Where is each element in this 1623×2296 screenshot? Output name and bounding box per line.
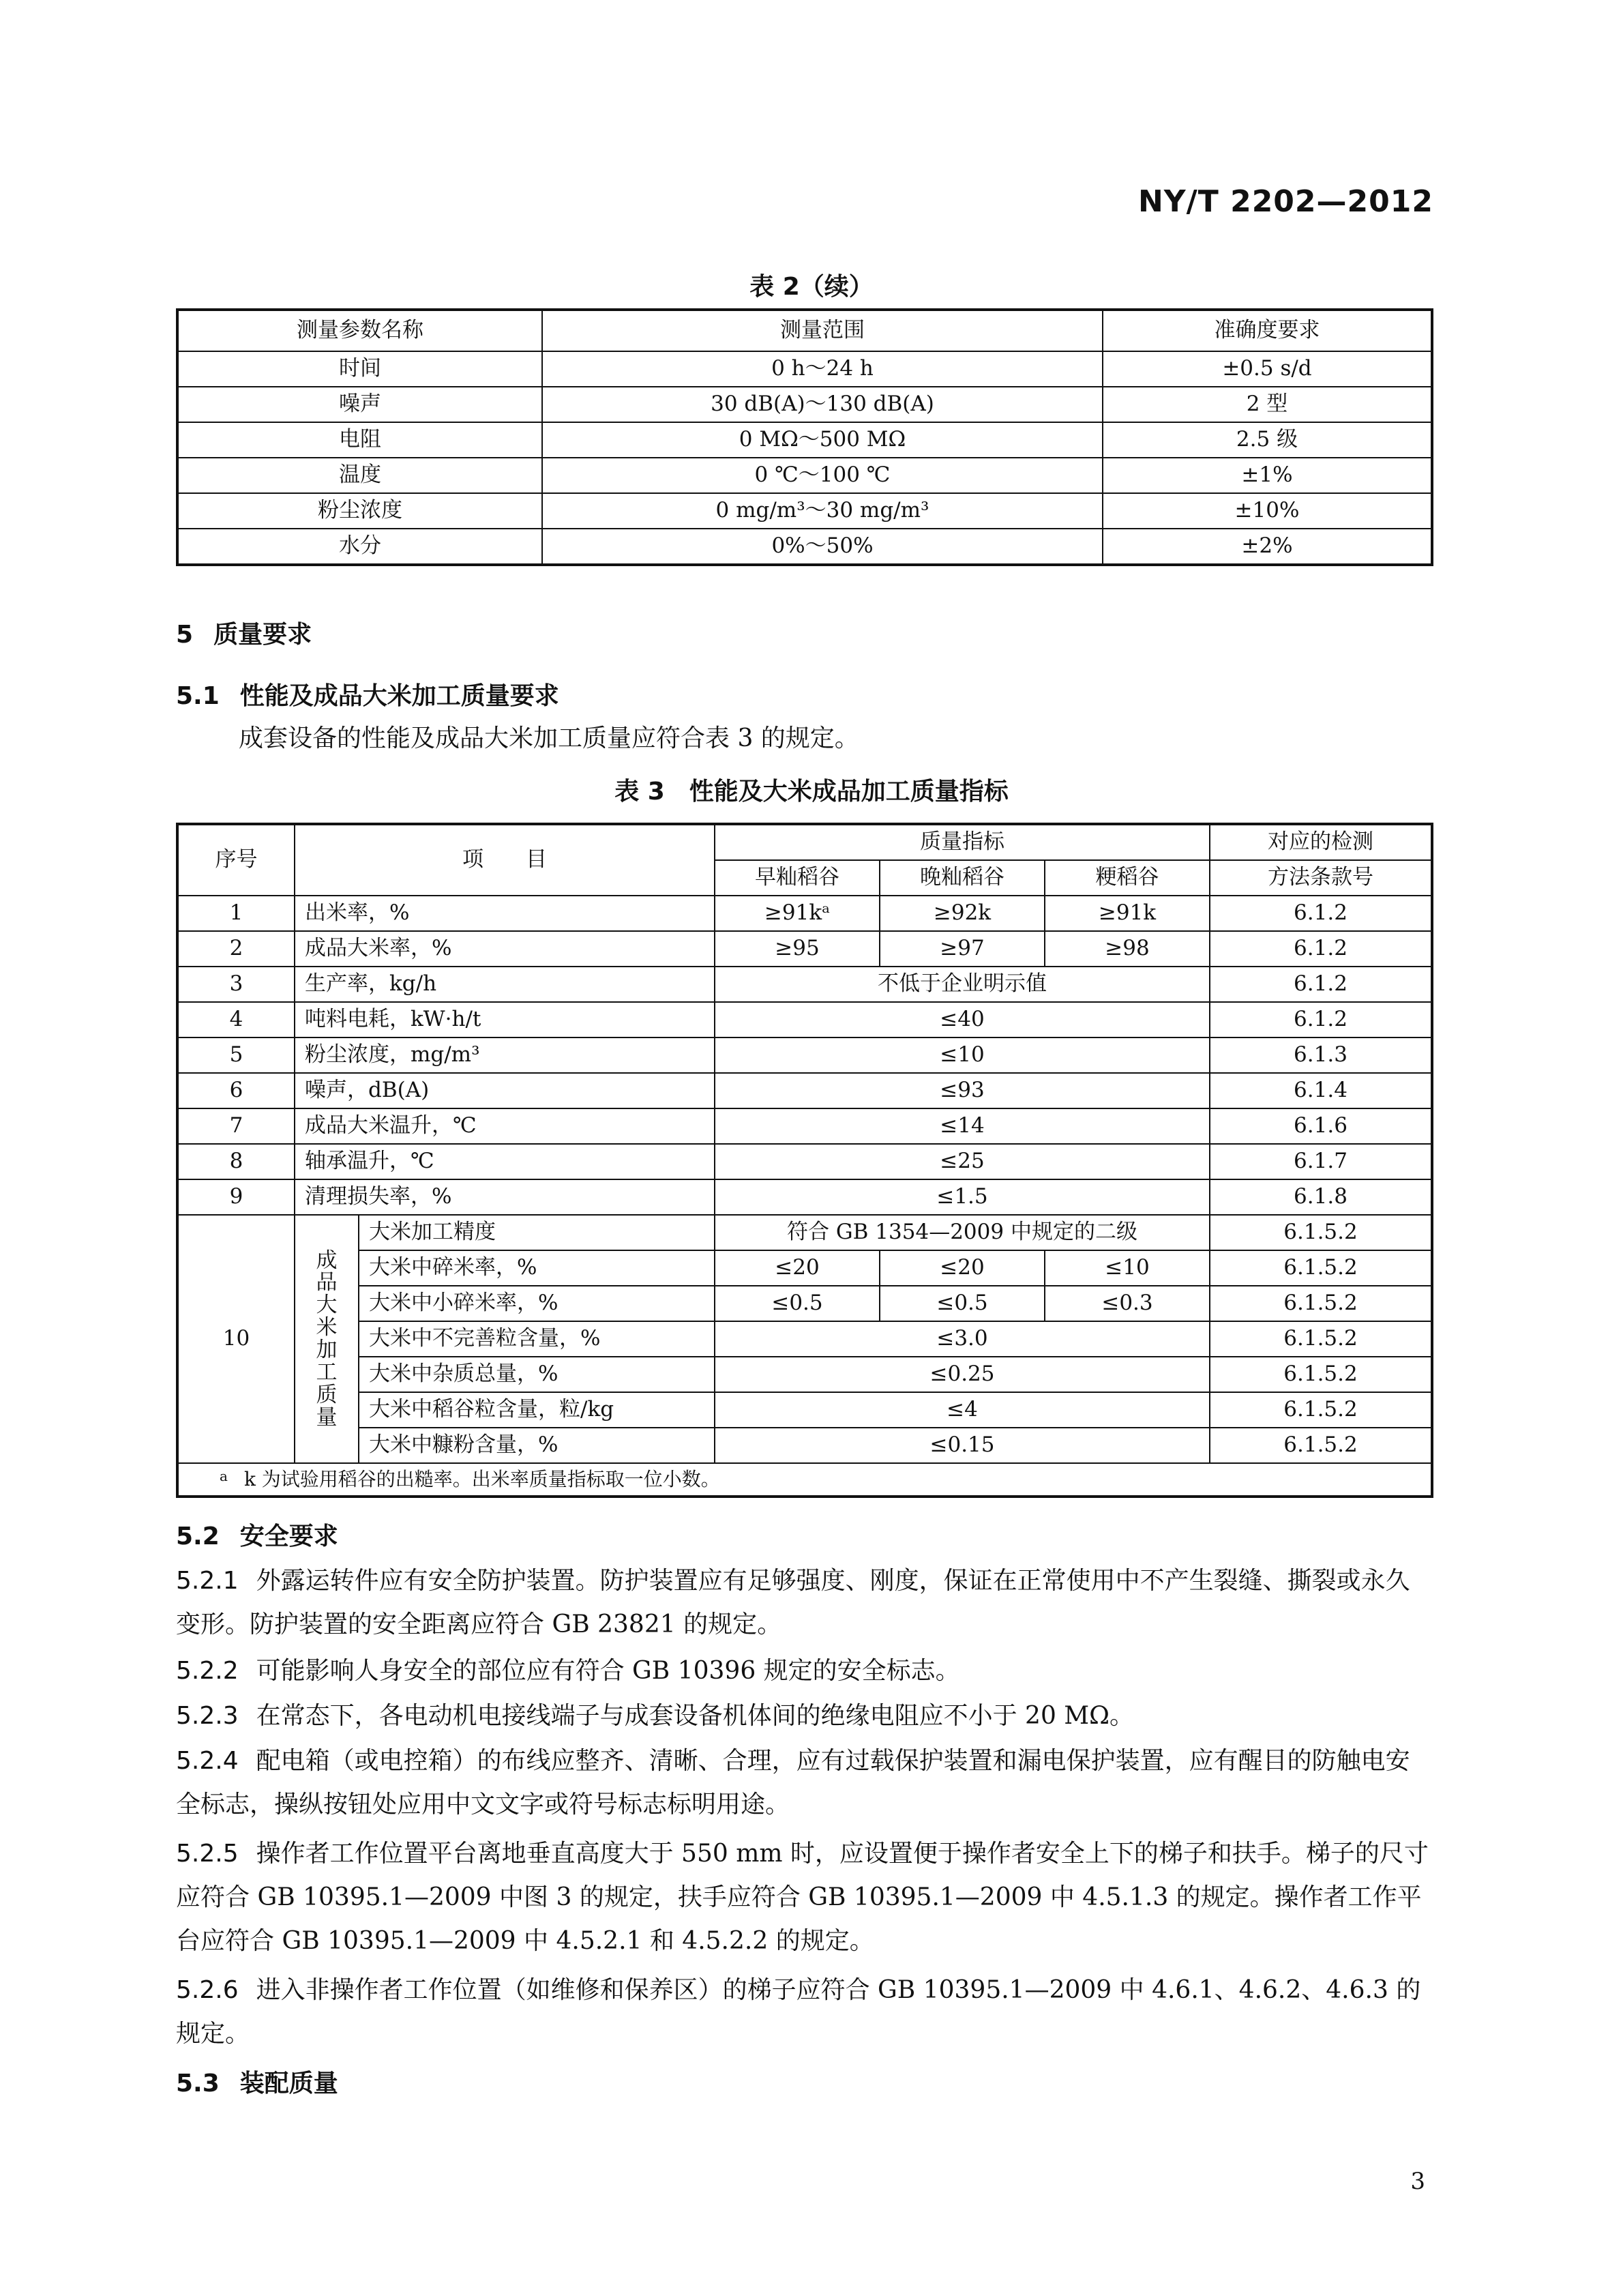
table3-header-sub: 早籼稻谷 xyxy=(715,860,880,896)
footnote-mark: a xyxy=(220,1467,228,1484)
table-cell: ±10% xyxy=(1103,493,1432,529)
section-number: 5.3 xyxy=(176,2070,220,2098)
row-value: ≥95 xyxy=(715,931,880,967)
row-method: 6.1.5.2 xyxy=(1210,1286,1432,1321)
row-no: 6 xyxy=(177,1073,295,1108)
table-cell: ±0.5 s/d xyxy=(1103,351,1432,387)
section-title: 质量要求 xyxy=(213,621,312,649)
row-value: ≤1.5 xyxy=(715,1179,1210,1215)
section-title: 安全要求 xyxy=(239,1522,338,1550)
table-row xyxy=(177,1002,1432,1037)
table-row xyxy=(177,529,1432,565)
table-row xyxy=(177,1073,1432,1108)
table-cell: 2 型 xyxy=(1103,387,1432,422)
row-method: 6.1.5.2 xyxy=(1210,1250,1432,1286)
row-value: ≤0.5 xyxy=(715,1286,880,1321)
table-row xyxy=(177,1428,1432,1463)
row-value: ≥92k xyxy=(880,896,1045,931)
row-value: ≥97 xyxy=(880,931,1045,967)
table-cell: ±2% xyxy=(1103,529,1432,565)
table-row xyxy=(177,1321,1432,1357)
table-cell: 0 MΩ～500 MΩ xyxy=(542,422,1103,458)
row-item: 粉尘浓度，mg/m³ xyxy=(295,1037,715,1073)
row-value: ≥91k xyxy=(1045,896,1210,931)
clause-number: 5.2.1 xyxy=(176,1567,239,1595)
row-no: 2 xyxy=(177,931,295,967)
clause-text: 配电箱（或电控箱）的布线应整齐、清晰、合理，应有过载保护装置和漏电保护装置，应有醒目的防触电安全标志，操纵按钮处应用中文文字或符号标志标明用途。 xyxy=(176,1747,1410,1819)
row-item: 噪声，dB(A) xyxy=(295,1073,715,1108)
table3-header-method: 方法条款号 xyxy=(1210,860,1432,896)
table-row xyxy=(177,422,1432,458)
row-value: ≤20 xyxy=(880,1250,1045,1286)
table2-header-row xyxy=(177,310,1432,351)
row-item: 吨料电耗，kW·h/t xyxy=(295,1002,715,1037)
clause-text: 可能影响人身安全的部位应有符合 GB 10396 规定的安全标志。 xyxy=(256,1657,960,1685)
row-value: ≤93 xyxy=(715,1073,1210,1108)
row-method: 6.1.7 xyxy=(1210,1144,1432,1179)
row-item: 生产率，kg/h xyxy=(295,967,715,1002)
table-row xyxy=(177,1250,1432,1286)
section-5-1-heading xyxy=(176,677,559,711)
row-value: 符合 GB 1354—2009 中规定的二级 xyxy=(715,1215,1210,1250)
row-value: ≤0.3 xyxy=(1045,1286,1210,1321)
row-item: 大米中不完善粒含量，% xyxy=(359,1321,715,1357)
row-value: ≤10 xyxy=(1045,1250,1210,1286)
table2-header-cell: 测量范围 xyxy=(542,310,1103,351)
table3-header-method: 对应的检测 xyxy=(1210,824,1432,860)
table3-header-no: 序号 xyxy=(177,824,295,896)
table-cell: 温度 xyxy=(177,458,542,493)
row-no: 10 xyxy=(177,1215,295,1463)
section-5-2-heading xyxy=(176,1517,338,1552)
table-cell: 水分 xyxy=(177,529,542,565)
table3-header-item: 项 目 xyxy=(295,824,715,896)
table-row xyxy=(177,1286,1432,1321)
table3-header-sub: 粳稻谷 xyxy=(1045,860,1210,896)
table3-footnote-row xyxy=(177,1463,1432,1497)
row-item: 轴承温升，℃ xyxy=(295,1144,715,1179)
table-cell: ±1% xyxy=(1103,458,1432,493)
row-no: 1 xyxy=(177,896,295,931)
table3 xyxy=(176,823,1433,1498)
row-method: 6.1.5.2 xyxy=(1210,1215,1432,1250)
row-method: 6.1.5.2 xyxy=(1210,1392,1432,1428)
row-item: 大米中杂质总量，% xyxy=(359,1357,715,1392)
clause-5-2-6 xyxy=(176,1969,1431,2056)
clause-5-2-2 xyxy=(176,1649,1431,1693)
table3-caption: 表 3 性能及大米成品加工质量指标 xyxy=(614,778,1009,806)
row-method: 6.1.5.2 xyxy=(1210,1428,1432,1463)
row-value: ≤4 xyxy=(715,1392,1210,1428)
row-value: ≥91kᵃ xyxy=(715,896,880,931)
table2-caption: 表 2（续） xyxy=(749,273,874,301)
table3-header-row xyxy=(177,824,1432,860)
row-method: 6.1.6 xyxy=(1210,1108,1432,1144)
table2 xyxy=(176,308,1433,566)
row-item: 大米中碎米率，% xyxy=(359,1250,715,1286)
row-method: 6.1.8 xyxy=(1210,1179,1432,1215)
clause-text: 在常态下，各电动机电接线端子与成套设备机体间的绝缘电阻应不小于 20 MΩ。 xyxy=(256,1702,1135,1730)
table2-header-cell: 测量参数名称 xyxy=(177,310,542,351)
table-row xyxy=(177,493,1432,529)
row-no: 9 xyxy=(177,1179,295,1215)
row-item: 大米加工精度 xyxy=(359,1215,715,1250)
table-row xyxy=(177,931,1432,967)
table2-header-cell: 准确度要求 xyxy=(1103,310,1432,351)
section-5-heading xyxy=(176,615,312,650)
section-number: 5.1 xyxy=(176,682,220,710)
table-row xyxy=(177,1037,1432,1073)
footnote-text: k 为试验用稻谷的出糙率。出米率质量指标取一位小数。 xyxy=(243,1467,720,1490)
row-value: ≤25 xyxy=(715,1144,1210,1179)
section-title: 性能及成品大米加工质量要求 xyxy=(239,682,559,710)
table-row xyxy=(177,896,1432,931)
table-row xyxy=(177,1357,1432,1392)
row-item: 成品大米温升，℃ xyxy=(295,1108,715,1144)
row-no: 3 xyxy=(177,967,295,1002)
table-row xyxy=(177,1392,1432,1428)
table-row xyxy=(177,458,1432,493)
row-value: ≤40 xyxy=(715,1002,1210,1037)
clause-5-2-3 xyxy=(176,1694,1431,1738)
table-row xyxy=(177,351,1432,387)
table-row xyxy=(177,1215,1432,1250)
row-no: 4 xyxy=(177,1002,295,1037)
clause-5-2-1 xyxy=(176,1559,1431,1647)
row-no: 7 xyxy=(177,1108,295,1144)
row-method: 6.1.5.2 xyxy=(1210,1321,1432,1357)
table-row xyxy=(177,1144,1432,1179)
row-no: 5 xyxy=(177,1037,295,1073)
table-row xyxy=(177,967,1432,1002)
row-value: ≤10 xyxy=(715,1037,1210,1073)
row-item: 大米中小碎米率，% xyxy=(359,1286,715,1321)
row-method: 6.1.5.2 xyxy=(1210,1357,1432,1392)
row-item: 清理损失率，% xyxy=(295,1179,715,1215)
clause-text: 外露运转件应有安全防护装置。防护装置应有足够强度、刚度，保证在正常使用中不产生裂缝、撕裂或永久变形。防护装置的安全距离应符合 GB 23821 的规定。 xyxy=(176,1567,1410,1638)
row-value: ≤0.5 xyxy=(880,1286,1045,1321)
row-no: 8 xyxy=(177,1144,295,1179)
clause-number: 5.2.6 xyxy=(176,1976,239,2004)
table-row xyxy=(177,1108,1432,1144)
row-value: ≤20 xyxy=(715,1250,880,1286)
table3-header-quality: 质量指标 xyxy=(715,824,1210,860)
row-value: ≤0.15 xyxy=(715,1428,1210,1463)
clause-number: 5.2.3 xyxy=(176,1702,239,1730)
row-item: 出米率，% xyxy=(295,896,715,931)
table-cell: 0 h～24 h xyxy=(542,351,1103,387)
table-row xyxy=(177,387,1432,422)
row-value: ≤3.0 xyxy=(715,1321,1210,1357)
section-number: 5.2 xyxy=(176,1522,220,1550)
table-cell: 30 dB(A)～130 dB(A) xyxy=(542,387,1103,422)
group-label-text: 成 品 大 米 加 工 质 量 xyxy=(316,1248,338,1430)
clause-number: 5.2.5 xyxy=(176,1840,239,1868)
row-method: 6.1.2 xyxy=(1210,931,1432,967)
table-cell: 电阻 xyxy=(177,422,542,458)
row-method: 6.1.2 xyxy=(1210,967,1432,1002)
row-value: ≥98 xyxy=(1045,931,1210,967)
row-method: 6.1.2 xyxy=(1210,896,1432,931)
clause-number: 5.2.2 xyxy=(176,1657,239,1685)
section-5-3-heading xyxy=(176,2064,338,2099)
clause-text: 进入非操作者工作位置（如维修和保养区）的梯子应符合 GB 10395.1—2009 中 4.6.1、4.6.2、4.6.3 的规定。 xyxy=(176,1976,1421,2048)
clause-number: 5.2.4 xyxy=(176,1747,239,1775)
table-cell: 粉尘浓度 xyxy=(177,493,542,529)
table3-header-sub: 晚籼稻谷 xyxy=(880,860,1045,896)
group-label-vertical xyxy=(295,1215,359,1463)
clause-text: 操作者工作位置平台离地垂直高度大于 550 mm 时，应设置便于操作者安全上下的梯子和扶手。梯子的尺寸应符合 GB 10395.1—2009 中图 3 的规定，扶手应符合 GB 10395.1—2009 中 4.5.1.3 的规定。操作者工作平台应符合 GB 10395.1—2009 中 4.5.2.1 和 4.5.2.2 的规定。 xyxy=(176,1840,1429,1955)
row-item: 成品大米率，% xyxy=(295,931,715,967)
table-cell: 0%～50% xyxy=(542,529,1103,565)
standard-code: NY/T 2202—2012 xyxy=(1137,184,1433,219)
table-cell: 时间 xyxy=(177,351,542,387)
row-method: 6.1.2 xyxy=(1210,1002,1432,1037)
clause-5-2-5 xyxy=(176,1832,1431,1963)
section-title: 装配质量 xyxy=(239,2070,338,2098)
table3-footnote xyxy=(177,1463,1432,1497)
row-value: ≤14 xyxy=(715,1108,1210,1144)
page-number: 3 xyxy=(1410,2168,1425,2195)
row-value: ≤0.25 xyxy=(715,1357,1210,1392)
row-method: 6.1.3 xyxy=(1210,1037,1432,1073)
row-method: 6.1.4 xyxy=(1210,1073,1432,1108)
row-value: 不低于企业明示值 xyxy=(715,967,1210,1002)
table-cell: 2.5 级 xyxy=(1103,422,1432,458)
table-cell: 噪声 xyxy=(177,387,542,422)
row-item: 大米中稻谷粒含量，粒/kg xyxy=(359,1392,715,1428)
section-5-1-text: 成套设备的性能及成品大米加工质量应符合表 3 的规定。 xyxy=(239,724,859,752)
row-item: 大米中糠粉含量，% xyxy=(359,1428,715,1463)
table-cell: 0 mg/m³～30 mg/m³ xyxy=(542,493,1103,529)
section-number: 5 xyxy=(176,621,194,649)
table-row xyxy=(177,1179,1432,1215)
table-cell: 0 ℃～100 ℃ xyxy=(542,458,1103,493)
clause-5-2-4 xyxy=(176,1739,1431,1827)
